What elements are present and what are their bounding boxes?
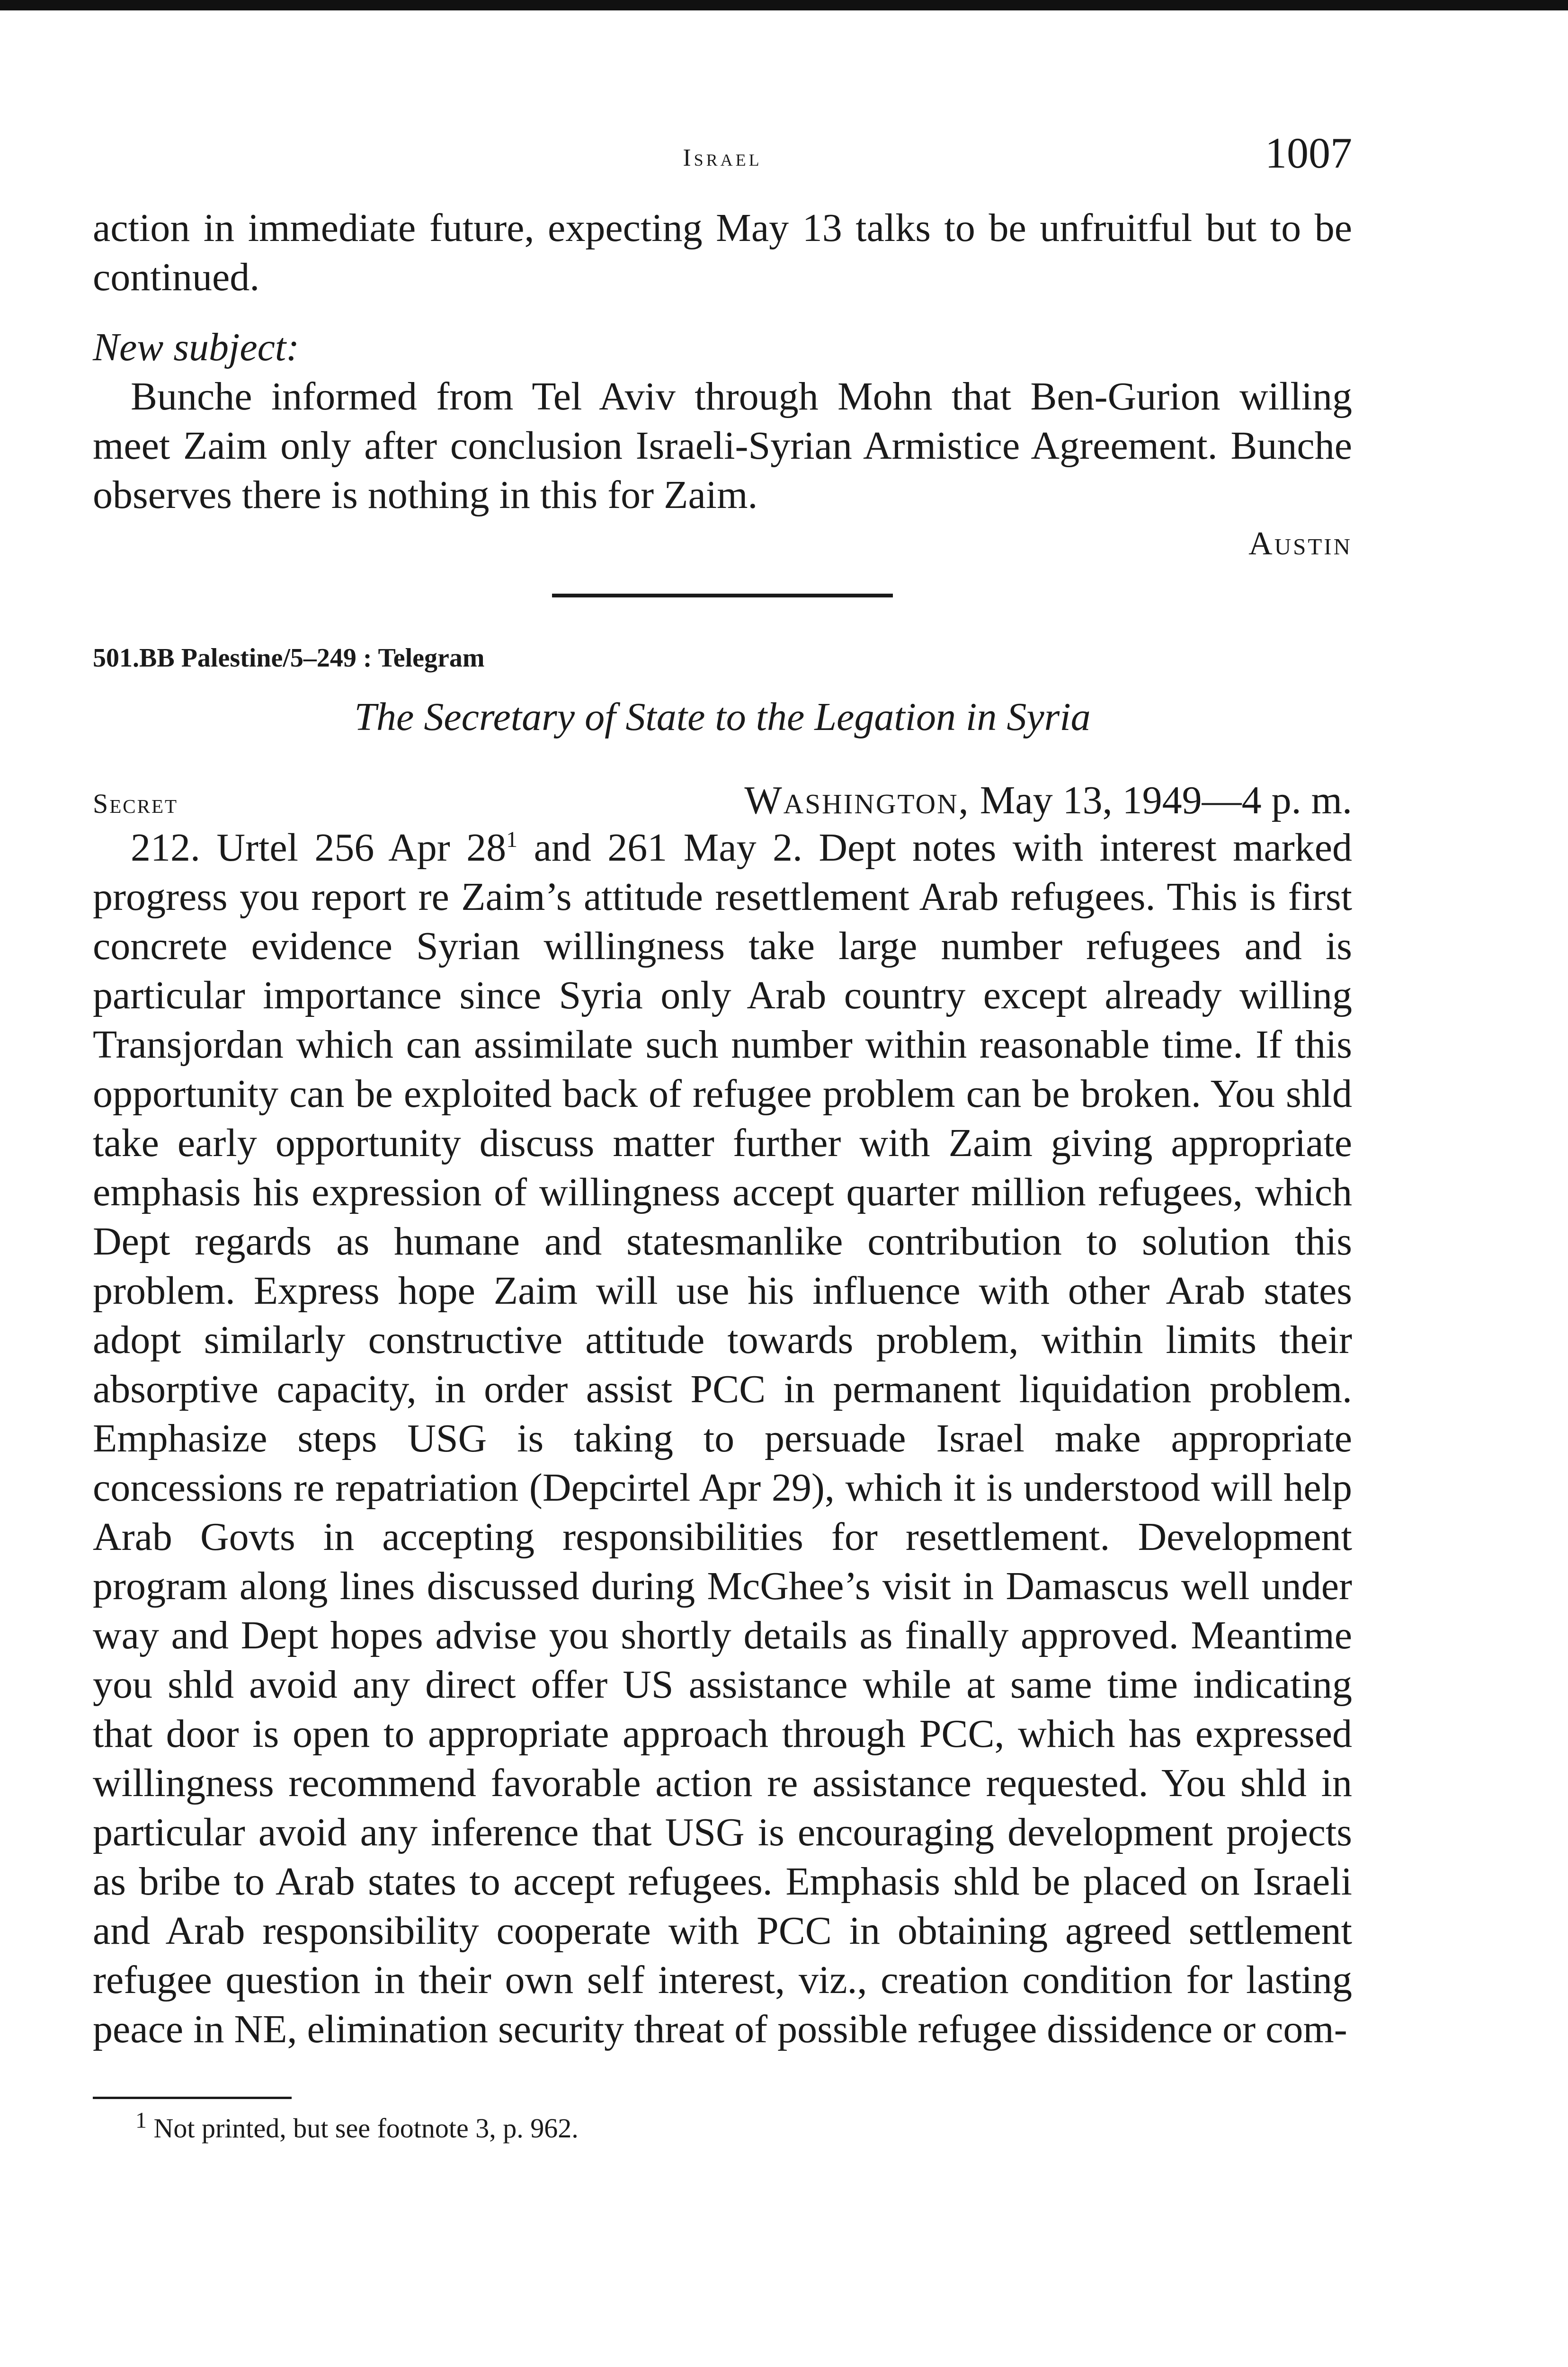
footnote — [93, 2108, 1352, 2144]
running-head — [93, 114, 1352, 185]
telegram-body — [93, 823, 1352, 2054]
footnote-divider — [93, 2097, 292, 2099]
signature: Austin — [1248, 525, 1352, 562]
dateline — [93, 771, 1352, 823]
footnote-reference: 1 — [506, 827, 518, 852]
document-page — [93, 114, 1352, 2144]
classification-label: Secret — [93, 788, 178, 819]
subject-heading: New subject: — [93, 325, 300, 369]
running-head-title: Israel — [683, 144, 762, 171]
footnote-text: Not printed, but see footnote 3, p. 962. — [153, 2113, 579, 2144]
continued-paragraph: action in immediate future, expecting May 13 talks to be unfruitful but to be continued. — [93, 206, 1352, 299]
page-number: 1007 — [1265, 129, 1352, 177]
date-line — [744, 777, 1352, 823]
footnote-marker: 1 — [135, 2108, 147, 2133]
date-time: May 13, 1949—4 p. m. — [980, 778, 1352, 822]
file-reference: 501.BB Palestine/5–249 : Telegram — [93, 643, 485, 673]
page-edge — [0, 0, 1568, 10]
telegram-body-start: 212. Urtel 256 Apr 28 — [131, 826, 507, 870]
subject-paragraph: Bunche informed from Tel Aviv through Mohn that Ben-Gurion willing meet Zaim only after conclusion Israeli-Syrian Armistice Agreement. Bunche observes there is nothing in this for Zaim. — [93, 374, 1352, 517]
date-place: Washington, — [744, 778, 970, 822]
document-title: The Secretary of State to the Legation in Syria — [354, 695, 1091, 739]
section-divider — [552, 594, 893, 597]
telegram-body-rest: and 261 May 2. Dept notes with interest marked progress you report re Zaim’s attitude resettlement Arab refugees. This is first concrete evidence Syrian willingness take large number refugees and is particular importance since Syria only Arab country except already willing Transjordan which can assimilate such number within reasonable time. If this opportunity can be exploited back of refugee problem can be broken. You shld take early opportunity discuss matter further with Zaim giving appropriate emphasis his expression of willingness accept quarter million refugees, which Dept regards as humane and statesmanlike contribution to solution this problem. Express hope Zaim will use his influence with other Arab states adopt similarly constructive attitude towards problem, within limits their absorptive capacity, in order assist PCC in permanent liquidation problem. Emphasize steps USG is taking to persuade Israel make appropriate concessions re repatriation (Depcirtel Apr 29), which it is understood will help Arab Govts in accepting responsibilities for resettlement. Development program along lines discussed during McGhee’s visit in Damascus well under way and Dept hopes advise you shortly details as finally approved. Meantime you shld avoid any direct offer US assistance while at same time indicating that door is open to appropriate approach through PCC, which has expressed willingness recommend favorable action re assistance requested. You shld in particular avoid any inference that USG is encouraging development projects as bribe to Arab states to accept refugees. Emphasis shld be placed on Israeli and Arab responsibility cooperate with PCC in obtaining agreed settlement refugee question in their own self interest, viz., creation condition for lasting peace in NE, elimination security threat of possible refugee dissidence or com- — [93, 826, 1353, 2051]
